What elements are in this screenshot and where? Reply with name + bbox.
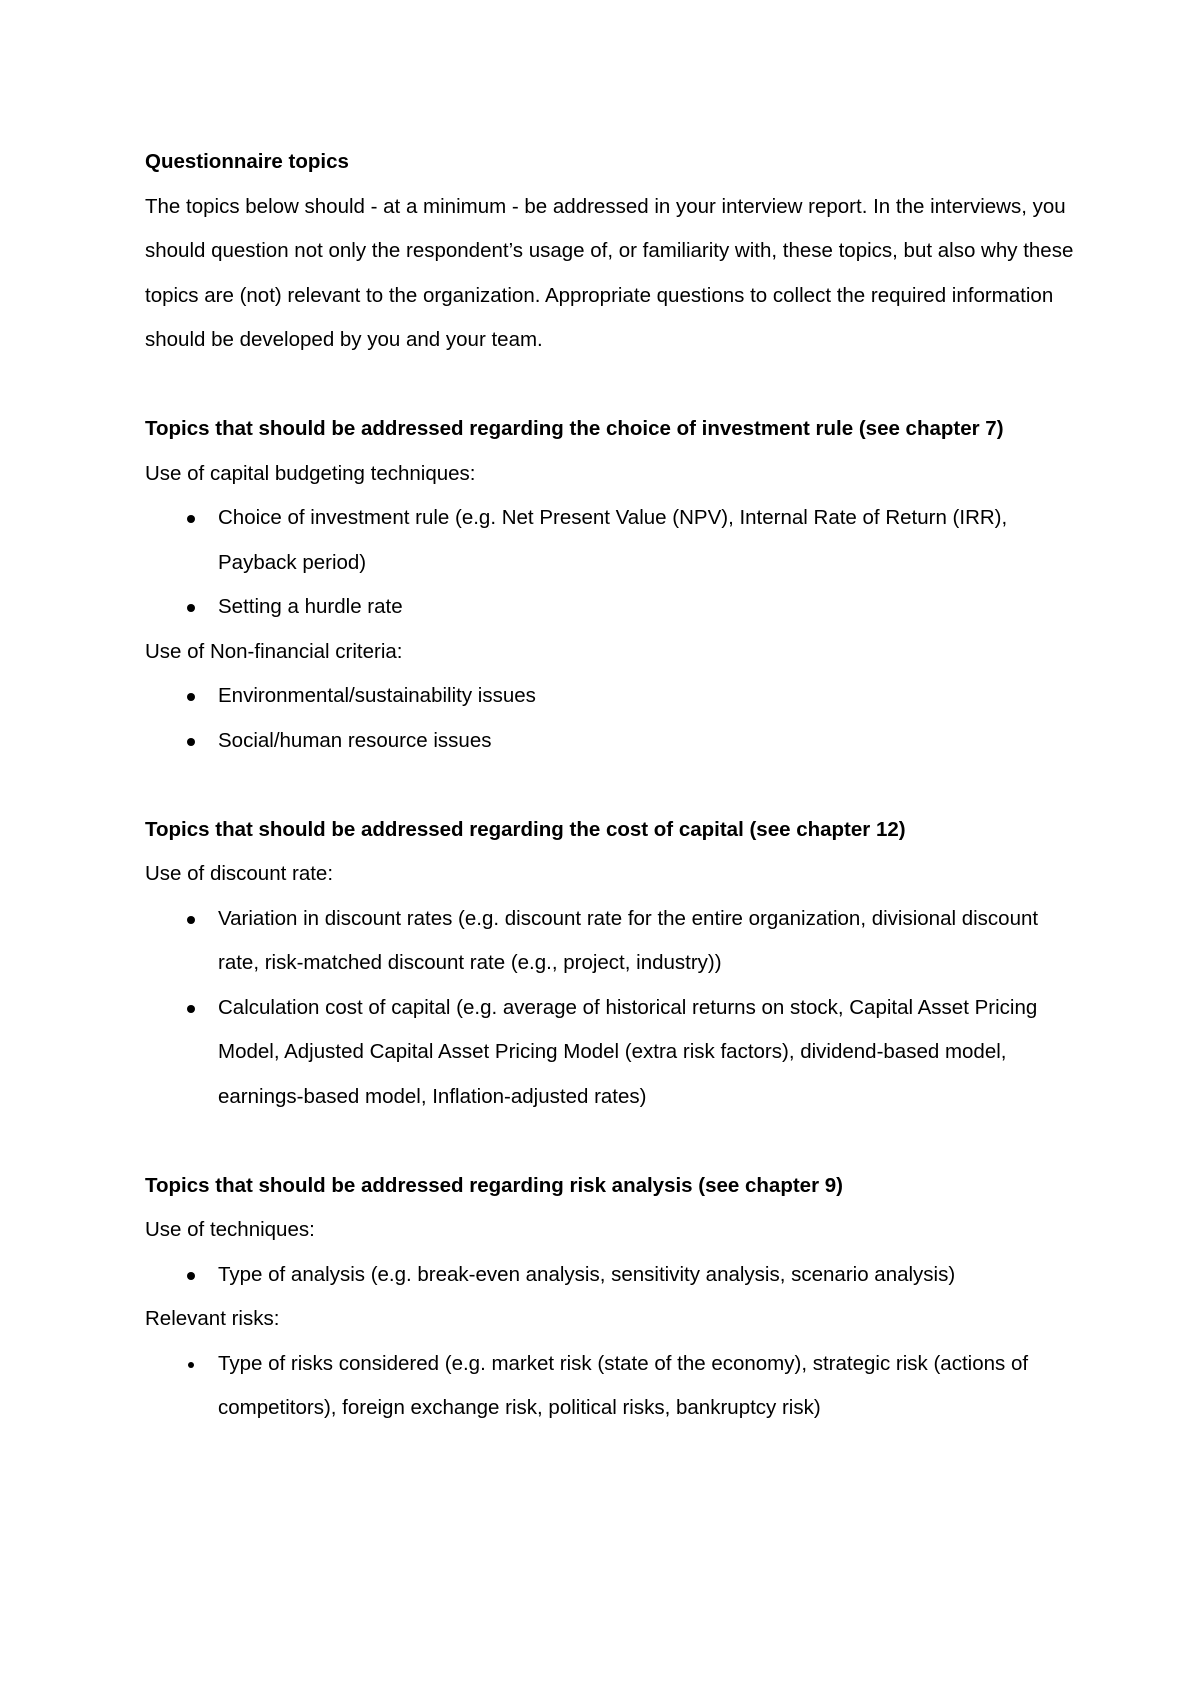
group-label: Relevant risks: — [145, 1307, 280, 1330]
section-investment-rule — [145, 407, 1075, 763]
list-item — [145, 897, 1075, 986]
list-item — [145, 1342, 1075, 1431]
bullet-icon — [187, 693, 195, 701]
list-item-text: Calculation cost of capital (e.g. average of historical returns on stock, Capital Asset Pricing Model, Adjusted Capital Asset Pricing Model (extra risk factors), dividend-based model, earnings-based model, Inflation-adjusted rates) — [218, 995, 1038, 1108]
bullet-list — [145, 1342, 1075, 1431]
bullet-list — [145, 897, 1075, 1120]
list-item — [145, 719, 1075, 764]
section-heading: Topics that should be addressed regarding the choice of investment rule (see chapter 7) — [145, 417, 1004, 440]
section-heading: Topics that should be addressed regarding risk analysis (see chapter 9) — [145, 1173, 843, 1197]
list-item — [145, 585, 1075, 630]
bullet-icon — [188, 1362, 194, 1368]
list-item-text: Variation in discount rates (e.g. discount rate for the entire organization, divisional discount rate, risk-matched discount rate (e.g., project, industry)) — [218, 906, 1039, 974]
group-label: Use of Non-financial criteria: — [145, 639, 403, 663]
bullet-list — [145, 1253, 1075, 1298]
list-item-text: Type of risks considered (e.g. market risk (state of the economy), strategic risk (actions of competitors), foreign exchange risk, political risks, bankruptcy risk) — [218, 1351, 1029, 1419]
list-item-text: Type of analysis (e.g. break-even analysis, sensitivity analysis, scenario analysis) — [218, 1262, 956, 1286]
list-item — [145, 496, 1075, 585]
section-risk-analysis — [145, 1164, 1075, 1431]
list-item — [145, 674, 1075, 719]
bullet-icon — [187, 1005, 195, 1013]
list-item-text: Social/human resource issues — [218, 728, 492, 752]
section-cost-of-capital — [145, 808, 1075, 1120]
bullet-icon — [187, 916, 195, 924]
list-item-text: Environmental/sustainability issues — [218, 684, 536, 707]
list-item — [145, 1253, 1075, 1298]
list-item-text: Choice of investment rule (e.g. Net Present Value (NPV), Internal Rate of Return (IRR), Payback period) — [218, 506, 1008, 574]
document-body — [145, 140, 1075, 1431]
section-heading: Topics that should be addressed regarding the cost of capital (see chapter 12) — [145, 817, 906, 841]
group-label: Use of capital budgeting techniques: — [145, 461, 476, 485]
document-title: Questionnaire topics — [145, 150, 349, 173]
list-item-text: Setting a hurdle rate — [218, 595, 403, 618]
bullet-icon — [187, 604, 195, 612]
bullet-icon — [187, 515, 195, 523]
bullet-list — [145, 496, 1075, 630]
bullet-icon — [187, 738, 195, 746]
list-item — [145, 986, 1075, 1120]
bullet-list — [145, 674, 1075, 763]
bullet-icon — [187, 1272, 195, 1280]
group-label: Use of techniques: — [145, 1218, 315, 1241]
group-label: Use of discount rate: — [145, 862, 334, 885]
intro-paragraph: The topics below should - at a minimum - be addressed in your interview report. In the interviews, you should question not only the respondent’s usage of, or familiarity with, these topics, but also why these topics are (not) relevant to the organization. Appropriate questions to collect the required information should be developed by you and your team. — [145, 194, 1074, 351]
